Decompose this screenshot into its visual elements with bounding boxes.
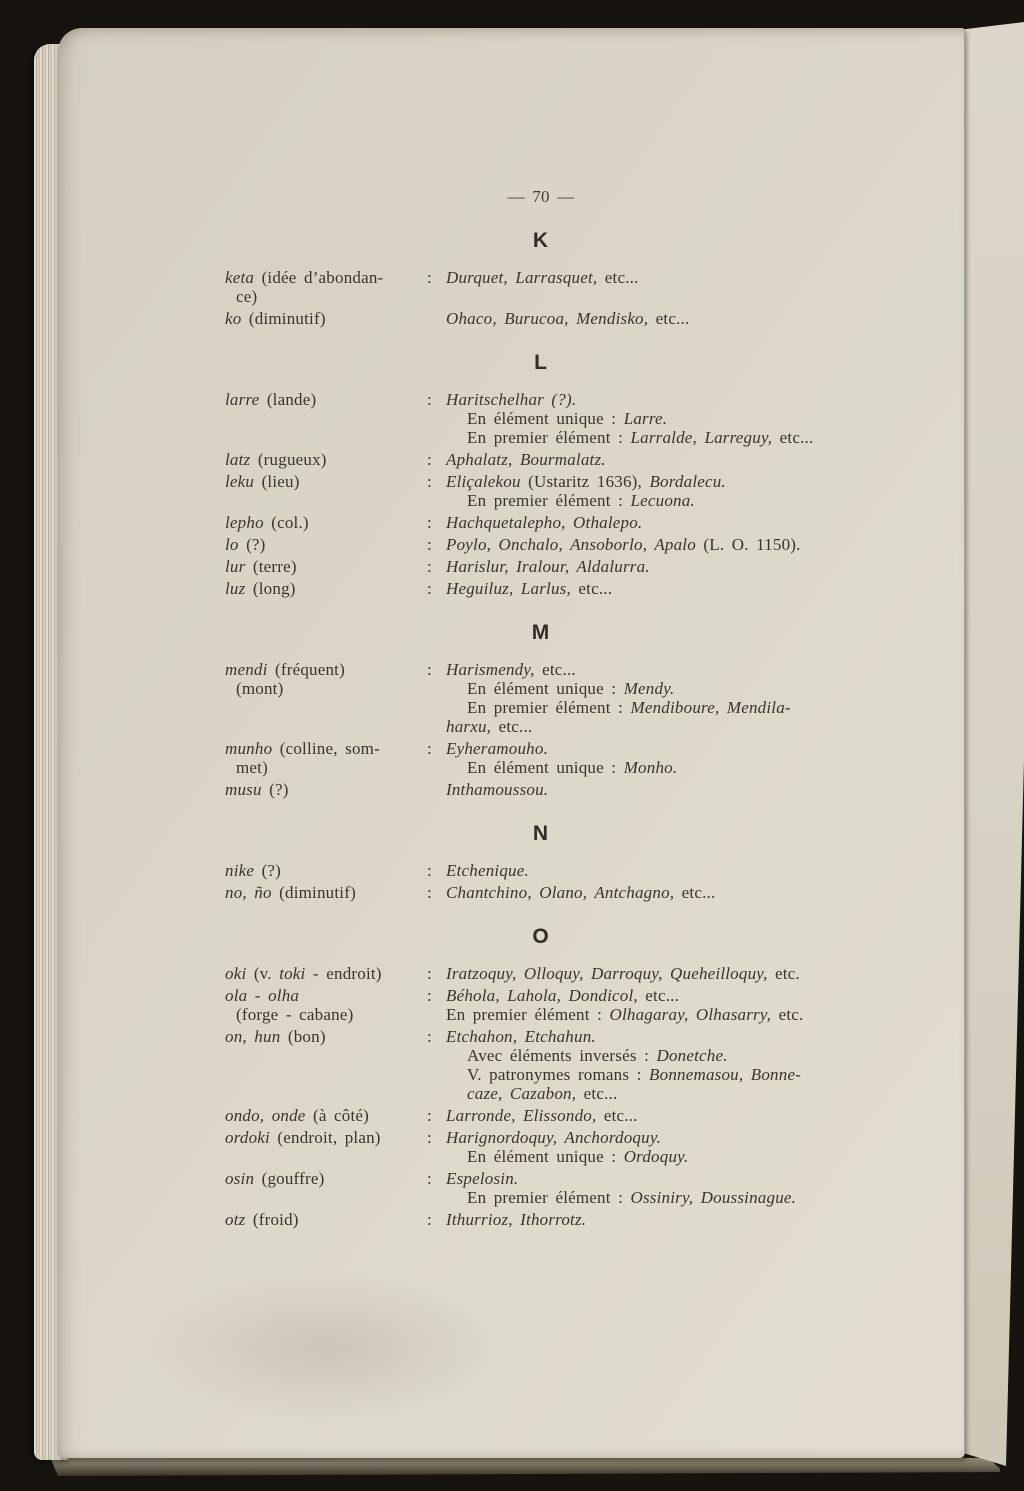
italic-text: Durquet, Larrasquet,	[446, 268, 598, 287]
roman-text: (?)	[254, 861, 282, 880]
entry-definition	[446, 780, 857, 799]
entry-colon: :	[427, 579, 432, 598]
term-line	[225, 883, 427, 902]
term-line	[225, 450, 427, 469]
entry-colon: :	[427, 472, 432, 491]
entry-definition	[446, 535, 857, 554]
section-m	[225, 620, 857, 799]
entry-row	[225, 861, 857, 880]
italic-text: musu	[225, 780, 262, 799]
definition-line	[446, 390, 857, 409]
page-content	[58, 28, 964, 1229]
definition-line	[446, 1188, 857, 1207]
entry-row	[225, 390, 857, 447]
term-line	[225, 861, 427, 880]
italic-text: Poylo, Onchalo, Ansoborlo, Apalo	[446, 535, 696, 554]
definition-line	[446, 428, 857, 447]
entry-row	[225, 780, 857, 799]
italic-text: Monho.	[623, 758, 678, 777]
entry-colon: :	[427, 535, 432, 554]
term-line	[225, 1169, 427, 1188]
entry-term	[225, 390, 427, 447]
italic-text: Espelosin.	[446, 1169, 519, 1188]
entry-definition	[446, 1210, 857, 1229]
italic-text: Ossiniry, Doussinague.	[630, 1188, 797, 1207]
italic-text: Ordoquy.	[623, 1147, 689, 1166]
roman-text: etc...	[596, 1106, 638, 1125]
entry-row	[225, 557, 857, 576]
entry-term	[225, 739, 427, 777]
italic-text: Bordalecu.	[649, 472, 726, 491]
roman-text: (diminutif)	[241, 309, 326, 328]
term-line	[225, 309, 427, 328]
entry-definition	[446, 309, 857, 328]
italic-text: otz	[225, 1210, 246, 1229]
section-l	[225, 350, 857, 598]
entry-row	[225, 579, 857, 598]
entry-definition	[446, 450, 857, 469]
roman-text: En élément unique :	[467, 679, 624, 698]
definition-line	[446, 557, 857, 576]
section-n	[225, 821, 857, 902]
roman-text: etc...	[597, 268, 639, 287]
italic-text: lepho	[225, 513, 264, 532]
roman-text: - endroit)	[305, 964, 382, 983]
definition-line	[446, 1210, 857, 1229]
italic-text: Etchenique.	[446, 861, 529, 880]
entry-colon: :	[427, 861, 432, 880]
italic-text: Iratzoquy, Olloquy, Darroquy, Queheilloquy,	[446, 964, 768, 983]
roman-text: (diminutif)	[271, 883, 356, 902]
entry-colon: :	[427, 1027, 432, 1046]
definition-line	[446, 1106, 857, 1125]
entry-term	[225, 1210, 427, 1229]
italic-text: Heguiluz, Larlus,	[446, 579, 571, 598]
entry-definition	[446, 268, 857, 306]
entries	[225, 228, 857, 1229]
italic-text: keta	[225, 268, 255, 287]
entry-row	[225, 986, 857, 1024]
entry-colon: :	[427, 450, 432, 469]
roman-text: (idée d’abondan-	[254, 268, 384, 287]
entry-row	[225, 883, 857, 902]
italic-text: Mendy.	[623, 679, 675, 698]
entry-row	[225, 660, 857, 736]
roman-text: Avec éléments inversés :	[467, 1046, 657, 1065]
entry-term	[225, 1027, 427, 1103]
entry-definition	[446, 513, 857, 532]
entry-row	[225, 1128, 857, 1166]
italic-text: Larre.	[623, 409, 668, 428]
italic-text: larre	[225, 390, 260, 409]
section-heading: M	[531, 621, 551, 644]
term-line	[225, 268, 427, 287]
italic-text: toki	[279, 964, 306, 983]
term-line	[225, 579, 427, 598]
entry-definition	[446, 1128, 857, 1166]
roman-text: (?)	[261, 780, 289, 799]
section-o	[225, 924, 857, 1229]
roman-text: (endroit, plan)	[269, 1128, 381, 1147]
definition-line	[446, 861, 857, 880]
roman-text: (gouffre)	[254, 1169, 325, 1188]
entry-row	[225, 1106, 857, 1125]
entry-row	[225, 1027, 857, 1103]
entry-term	[225, 964, 427, 983]
definition-line	[446, 1046, 857, 1065]
entry-definition	[446, 986, 857, 1024]
term-line	[225, 513, 427, 532]
entry-colon	[427, 309, 446, 328]
roman-text: (bon)	[280, 1027, 326, 1046]
italic-text: Chantchino, Olano, Antchagno,	[446, 883, 675, 902]
term-line	[225, 986, 427, 1005]
definition-line	[446, 883, 857, 902]
definition-line	[446, 698, 857, 717]
roman-text: (mont)	[236, 679, 284, 698]
roman-text: En premier élément :	[467, 428, 631, 447]
definition-line	[446, 450, 857, 469]
roman-text: (forge - cabane)	[236, 1005, 354, 1024]
definition-line	[446, 409, 857, 428]
entry-colon: :	[427, 1106, 432, 1125]
roman-text: (à côté)	[305, 1106, 370, 1125]
entry-colon: :	[427, 1210, 432, 1229]
roman-text: etc.	[767, 964, 800, 983]
roman-text: etc...	[491, 717, 533, 736]
term-line	[225, 758, 427, 777]
definition-line	[446, 717, 857, 736]
roman-text: (?)	[238, 535, 266, 554]
term-line	[225, 780, 427, 799]
italic-text: lur	[225, 557, 246, 576]
entry-colon: :	[427, 739, 432, 758]
definition-line	[446, 660, 857, 679]
entry-row	[225, 535, 857, 554]
definition-line	[446, 1065, 857, 1084]
term-line	[225, 739, 427, 758]
entry-term	[225, 1169, 427, 1207]
entry-term	[225, 883, 427, 902]
entry-definition	[446, 557, 857, 576]
italic-text: no, ño	[225, 883, 272, 902]
roman-text: etc...	[576, 1084, 618, 1103]
italic-text: caze, Cazabon,	[467, 1084, 577, 1103]
roman-text: (fréquent)	[267, 660, 345, 679]
entry-colon: :	[427, 1128, 432, 1147]
term-line	[225, 964, 427, 983]
definition-line	[446, 758, 857, 777]
italic-text: on, hun	[225, 1027, 281, 1046]
entry-row	[225, 964, 857, 983]
roman-text: etc.	[771, 1005, 804, 1024]
italic-text: luz	[225, 579, 246, 598]
italic-text: Inthamoussou.	[446, 780, 549, 799]
section-heading: L	[534, 351, 548, 374]
entry-definition	[446, 964, 857, 983]
definition-line	[446, 986, 857, 1005]
roman-text: En élément unique :	[467, 409, 624, 428]
entry-colon: :	[427, 513, 432, 532]
italic-text: Larronde, Elissondo,	[446, 1106, 597, 1125]
roman-text: En premier élément :	[467, 491, 631, 510]
italic-text: Larralde, Larreguy,	[630, 428, 773, 447]
term-line	[225, 535, 427, 554]
entry-definition	[446, 739, 857, 777]
roman-text: En premier élément :	[467, 698, 631, 717]
entry-term	[225, 1128, 427, 1166]
roman-text: (terre)	[245, 557, 297, 576]
roman-text: (col.)	[263, 513, 309, 532]
section-heading: N	[532, 822, 550, 845]
entry-term	[225, 1106, 427, 1125]
roman-text: En premier élément :	[446, 1005, 610, 1024]
definition-line	[446, 535, 857, 554]
italic-text: Lecuona.	[630, 491, 695, 510]
definition-line	[446, 472, 857, 491]
term-line	[225, 1027, 427, 1046]
term-line	[225, 679, 427, 698]
entry-row	[225, 513, 857, 532]
italic-text: Harismendy,	[446, 660, 535, 679]
roman-text: met)	[236, 758, 268, 777]
roman-text: (lande)	[259, 390, 317, 409]
definition-line	[446, 739, 857, 758]
roman-text: ce)	[236, 287, 258, 306]
roman-text: (long)	[245, 579, 296, 598]
term-line	[225, 287, 427, 306]
definition-line	[446, 1084, 857, 1103]
definition-line	[446, 780, 857, 799]
roman-text: En élément unique :	[467, 758, 624, 777]
entry-colon: :	[427, 557, 432, 576]
italic-text: Eliçalekou	[446, 472, 521, 491]
italic-text: Ithurrioz, Ithorrotz.	[446, 1210, 587, 1229]
entry-term	[225, 535, 427, 554]
entry-row	[225, 450, 857, 469]
roman-text: etc...	[674, 883, 716, 902]
entry-definition	[446, 861, 857, 880]
italic-text: mendi	[225, 660, 268, 679]
italic-text: Aphalatz, Bourmalatz.	[446, 450, 606, 469]
entry-row	[225, 309, 857, 328]
roman-text: (froid)	[245, 1210, 299, 1229]
roman-text: En élément unique :	[467, 1147, 624, 1166]
term-line	[225, 390, 427, 409]
italic-text: osin	[225, 1169, 255, 1188]
italic-text: ordoki	[225, 1128, 270, 1147]
roman-text: etc...	[772, 428, 814, 447]
section-heading: O	[532, 925, 550, 948]
definition-line	[446, 1147, 857, 1166]
entry-definition	[446, 579, 857, 598]
roman-text: (L. O. 1150).	[695, 535, 801, 554]
roman-text: En premier élément :	[467, 1188, 631, 1207]
definition-line	[446, 491, 857, 510]
entry-term	[225, 472, 427, 510]
definition-line	[446, 964, 857, 983]
entry-term	[225, 780, 427, 799]
italic-text: Hachquetalepho, Othalepo.	[446, 513, 643, 532]
definition-line	[446, 1027, 857, 1046]
italic-text: munho	[225, 739, 273, 758]
italic-text: Bonnemasou, Bonne-	[649, 1065, 802, 1084]
entry-colon: :	[427, 1169, 432, 1188]
entry-row	[225, 1210, 857, 1229]
roman-text: (Ustaritz 1636),	[520, 472, 650, 491]
entry-definition	[446, 883, 857, 902]
entry-row	[225, 472, 857, 510]
italic-text: Haritschelhar (?).	[446, 390, 577, 409]
roman-text: V. patronymes romans :	[467, 1065, 650, 1084]
italic-text: ola - olha	[225, 986, 300, 1005]
italic-text: Donetche.	[656, 1046, 728, 1065]
entry-colon: :	[427, 268, 432, 287]
italic-text: leku	[225, 472, 255, 491]
entry-term	[225, 557, 427, 576]
section-k	[225, 228, 857, 328]
term-line	[225, 1106, 427, 1125]
italic-text: ko	[225, 309, 242, 328]
roman-text: (v.	[246, 964, 280, 983]
term-line	[225, 1005, 427, 1024]
roman-text: (rugueux)	[250, 450, 327, 469]
italic-text: Etchahon, Etchahun.	[446, 1027, 596, 1046]
term-line	[225, 1128, 427, 1147]
entry-colon: :	[427, 390, 432, 409]
italic-text: Béhola, Lahola, Dondicol,	[446, 986, 638, 1005]
italic-text: Mendiboure, Mendila-	[630, 698, 791, 717]
term-line	[225, 1210, 427, 1229]
entry-colon: :	[427, 964, 432, 983]
italic-text: harxu,	[446, 717, 492, 736]
entry-colon: :	[427, 883, 432, 902]
definition-line	[446, 513, 857, 532]
entry-term	[225, 450, 427, 469]
definition-line	[446, 268, 857, 287]
entry-term	[225, 986, 427, 1024]
italic-text: Eyheramouho.	[446, 739, 549, 758]
roman-text: etc...	[637, 986, 680, 1005]
roman-text: etc...	[570, 579, 613, 598]
italic-text: Ohaco, Burucoa, Mendisko,	[446, 309, 649, 328]
entry-colon: :	[427, 660, 432, 679]
roman-text: (colline, som-	[272, 739, 380, 758]
term-line	[225, 660, 427, 679]
entry-definition	[446, 660, 857, 736]
definition-line	[446, 1169, 857, 1188]
entry-term	[225, 309, 427, 328]
book-page	[58, 28, 965, 1458]
entry-row	[225, 739, 857, 777]
definition-line	[446, 1005, 857, 1024]
entry-definition	[446, 472, 857, 510]
italic-text: ondo, onde	[225, 1106, 306, 1125]
italic-text: oki	[225, 964, 247, 983]
roman-text: (lieu)	[254, 472, 300, 491]
entry-term	[225, 268, 427, 306]
italic-text: lo	[225, 535, 239, 554]
definition-line	[446, 679, 857, 698]
entry-term	[225, 513, 427, 532]
entry-colon: :	[427, 986, 432, 1005]
term-line	[225, 472, 427, 491]
entry-definition	[446, 390, 857, 447]
italic-text: Harignordoquy, Anchordoquy.	[446, 1128, 662, 1147]
definition-line	[446, 309, 857, 328]
italic-text: Harislur, Iralour, Aldalurra.	[446, 557, 650, 576]
italic-text: latz	[225, 450, 251, 469]
entry-term	[225, 861, 427, 880]
roman-text: etc...	[648, 309, 690, 328]
entry-row	[225, 1169, 857, 1207]
roman-text: etc...	[534, 660, 576, 679]
entry-term	[225, 579, 427, 598]
definition-line	[446, 579, 857, 598]
definition-line	[446, 1128, 857, 1147]
italic-text: Olhagaray, Olhasarry,	[609, 1005, 772, 1024]
section-heading: K	[532, 229, 550, 252]
page-number: — 70 —	[507, 187, 575, 206]
entry-term	[225, 660, 427, 736]
entry-definition	[446, 1169, 857, 1207]
entry-definition	[446, 1106, 857, 1125]
entry-colon	[427, 780, 446, 799]
entry-definition	[446, 1027, 857, 1103]
entry-row	[225, 268, 857, 306]
term-line	[225, 557, 427, 576]
italic-text: nike	[225, 861, 255, 880]
